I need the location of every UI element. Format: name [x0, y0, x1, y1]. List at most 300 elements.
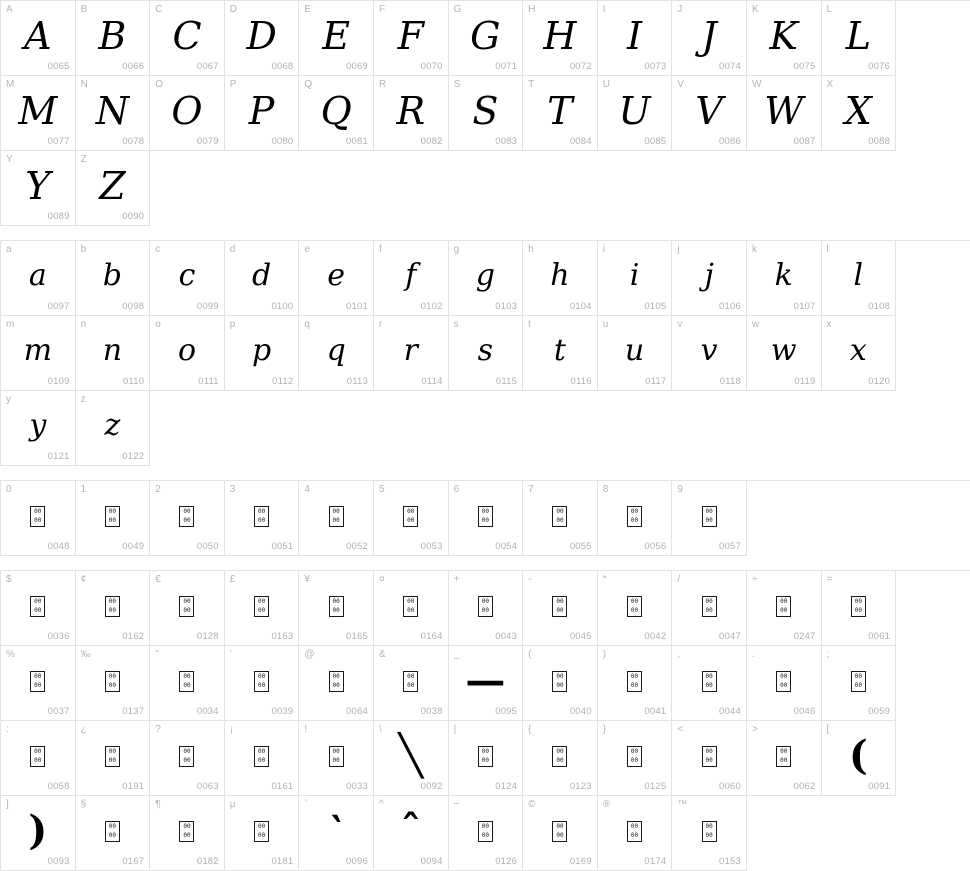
- glyph-code-label: 0096: [346, 856, 368, 867]
- glyph-cell[interactable]: [598, 316, 673, 391]
- glyph-char-label: T: [528, 79, 535, 90]
- glyph-cell[interactable]: [822, 1, 897, 76]
- glyph-code-label: 0047: [719, 631, 741, 642]
- glyph-code-label: 0051: [271, 541, 294, 552]
- glyph-cell[interactable]: [822, 76, 897, 151]
- glyph-char-label: w: [751, 319, 760, 330]
- missing-glyph-box: 00 00: [552, 746, 567, 767]
- glyph-code-label: 0082: [420, 136, 443, 147]
- glyph-char-label: S: [453, 79, 461, 90]
- glyph-code-label: 0052: [346, 541, 368, 552]
- glyph-preview: X: [844, 89, 872, 133]
- glyph-cell[interactable]: [299, 796, 374, 871]
- missing-glyph-box: 00 00: [254, 746, 269, 767]
- glyph-code-label: 0046: [793, 706, 816, 717]
- glyph-cell[interactable]: [374, 316, 449, 391]
- glyph-cell[interactable]: [822, 721, 897, 796]
- glyph-char-label: (: [528, 649, 532, 660]
- glyph-preview: b: [102, 258, 122, 293]
- glyph-char-label: ÷: [751, 574, 758, 585]
- glyph-preview: j: [704, 258, 714, 293]
- glyph-cell[interactable]: [598, 1, 673, 76]
- glyph-code-label: 0033: [346, 781, 368, 792]
- glyph-code-label: 0066: [122, 61, 145, 72]
- glyph-cell[interactable]: [150, 316, 225, 391]
- glyph-preview: L: [845, 14, 871, 58]
- glyph-preview: d: [251, 258, 272, 293]
- glyph-cell[interactable]: [672, 721, 747, 796]
- glyph-char-label: =: [826, 574, 833, 585]
- missing-glyph-box: 00 00: [627, 821, 642, 842]
- glyph-preview: o: [177, 333, 197, 368]
- glyph-cell[interactable]: [523, 1, 598, 76]
- missing-glyph-box: 00 00: [403, 671, 418, 692]
- glyph-cell[interactable]: [449, 796, 524, 871]
- glyph-cell[interactable]: [523, 571, 598, 646]
- glyph-cell[interactable]: [747, 241, 822, 316]
- glyph-char-label: <: [677, 724, 684, 735]
- glyph-preview: I: [627, 14, 643, 58]
- glyph-char-label: m: [6, 319, 15, 330]
- glyph-preview: Z: [99, 164, 126, 208]
- glyph-cell[interactable]: [1, 316, 76, 391]
- glyph-char-label: k: [751, 244, 757, 255]
- missing-glyph-box: 00 00: [552, 821, 567, 842]
- glyph-cell[interactable]: [225, 481, 300, 556]
- glyph-char-label: |: [453, 724, 457, 735]
- glyph-char-label: n: [80, 319, 87, 330]
- glyph-char-label: M: [6, 79, 15, 90]
- glyph-preview: R: [396, 89, 426, 133]
- glyph-cell[interactable]: [299, 571, 374, 646]
- missing-glyph-box: 00 00: [179, 821, 194, 842]
- glyph-preview: m: [23, 333, 53, 368]
- glyph-code-label: 0041: [644, 706, 667, 717]
- glyph-cell[interactable]: [299, 76, 374, 151]
- glyph-char-label: z: [80, 394, 86, 405]
- glyph-code-label: 0153: [719, 856, 741, 867]
- glyph-cell[interactable]: [225, 1, 300, 76]
- missing-glyph-box: 00 00: [627, 596, 642, 617]
- glyph-char-label: W: [751, 79, 762, 90]
- glyph-cell[interactable]: [672, 571, 747, 646]
- glyph-cell[interactable]: [76, 151, 151, 226]
- glyph-preview: e: [327, 258, 346, 293]
- glyph-cell[interactable]: [672, 76, 747, 151]
- glyph-cell[interactable]: [598, 481, 673, 556]
- glyph-code-label: 0043: [495, 631, 518, 642]
- glyph-char-label: r: [378, 319, 383, 330]
- glyph-cell[interactable]: [76, 481, 151, 556]
- glyph-cell[interactable]: [598, 241, 673, 316]
- glyph-cell[interactable]: [449, 316, 524, 391]
- glyph-char-label: J: [677, 4, 683, 15]
- glyph-char-label: B: [80, 4, 88, 15]
- glyph-char-label: §: [80, 799, 87, 810]
- missing-glyph-box: 00 00: [851, 596, 866, 617]
- glyph-code-label: 0059: [868, 706, 891, 717]
- glyph-cell[interactable]: [374, 571, 449, 646]
- glyph-char-label: %: [6, 649, 15, 660]
- glyph-code-label: 0102: [420, 301, 443, 312]
- glyph-preview: h: [550, 258, 570, 293]
- glyph-char-label: d: [229, 244, 236, 255]
- glyph-preview: ╲: [398, 732, 423, 779]
- glyph-preview: p: [251, 333, 272, 368]
- missing-glyph-box: 00 00: [776, 596, 791, 617]
- glyph-cell[interactable]: [523, 76, 598, 151]
- glyph-code-label: 0123: [569, 781, 592, 792]
- glyph-preview: S: [472, 89, 499, 133]
- glyph-char-label: `: [304, 799, 308, 810]
- glyph-cell[interactable]: [76, 796, 151, 871]
- glyph-code-label: 0085: [644, 136, 667, 147]
- glyph-preview: U: [618, 89, 651, 133]
- missing-glyph-box: 00 00: [478, 506, 493, 527]
- glyph-cell[interactable]: [1, 571, 76, 646]
- glyph-cell[interactable]: [523, 241, 598, 316]
- section-divider: [0, 226, 970, 240]
- glyph-code-label: 0112: [272, 376, 294, 387]
- glyph-cell[interactable]: [1, 241, 76, 316]
- glyph-char-label: ): [602, 649, 607, 660]
- glyph-cell[interactable]: [1, 151, 76, 226]
- glyph-cell[interactable]: [1, 1, 76, 76]
- glyph-code-label: 0053: [420, 541, 443, 552]
- glyph-cell[interactable]: [1, 481, 76, 556]
- glyph-char-label: ^: [378, 799, 384, 810]
- glyph-code-label: 0049: [122, 541, 145, 552]
- glyph-cell[interactable]: [822, 241, 897, 316]
- missing-glyph-box: 00 00: [105, 506, 120, 527]
- glyph-char-label: s: [453, 319, 459, 330]
- glyph-code-label: 0089: [47, 211, 70, 222]
- glyph-preview: n: [102, 333, 123, 368]
- glyph-code-label: 0101: [346, 301, 368, 312]
- glyph-cell[interactable]: [598, 76, 673, 151]
- glyph-char-label: Z: [80, 154, 87, 165]
- glyph-cell[interactable]: [523, 316, 598, 391]
- glyph-char-label: 9: [677, 484, 683, 495]
- glyph-cell[interactable]: [150, 796, 225, 871]
- glyph-char-label: ¢: [80, 574, 87, 585]
- glyph-char-label: c: [155, 244, 161, 255]
- missing-glyph-box: 00 00: [105, 596, 120, 617]
- glyph-char-label: {: [528, 724, 532, 735]
- glyph-code-label: 0086: [719, 136, 741, 147]
- missing-glyph-box: 00 00: [776, 746, 791, 767]
- glyph-char-label: b: [80, 244, 87, 255]
- glyph-cell[interactable]: [76, 1, 151, 76]
- glyph-code-label: 0120: [868, 376, 891, 387]
- glyph-code-label: 0121: [47, 451, 70, 462]
- missing-glyph-box: 00 00: [254, 596, 269, 617]
- glyph-code-label: 0106: [719, 301, 741, 312]
- glyph-code-label: 0128: [196, 631, 219, 642]
- glyph-char-label: [: [826, 724, 830, 735]
- glyph-char-label: H: [528, 4, 536, 15]
- glyph-char-label: I: [602, 4, 606, 15]
- glyph-code-label: 0067: [196, 61, 219, 72]
- glyph-cell[interactable]: [299, 316, 374, 391]
- glyph-char-label: !: [304, 724, 308, 735]
- missing-glyph-box: 00 00: [627, 746, 642, 767]
- glyph-char-label: 8: [602, 484, 609, 495]
- glyph-code-label: 0107: [793, 301, 816, 312]
- glyph-cell[interactable]: [449, 571, 524, 646]
- glyph-preview: M: [18, 89, 58, 133]
- glyph-code-label: 0056: [644, 541, 667, 552]
- glyph-cell[interactable]: [225, 646, 300, 721]
- glyph-code-label: 0061: [868, 631, 891, 642]
- glyph-cell[interactable]: [449, 481, 524, 556]
- glyph-cell[interactable]: [449, 241, 524, 316]
- glyph-char-label: ?: [155, 724, 161, 735]
- glyph-cell[interactable]: [1, 721, 76, 796]
- glyph-cell[interactable]: [672, 481, 747, 556]
- glyph-cell[interactable]: [747, 1, 822, 76]
- missing-glyph-box: 00 00: [329, 746, 344, 767]
- glyph-cell[interactable]: [598, 646, 673, 721]
- glyph-cell[interactable]: [449, 721, 524, 796]
- glyph-code-label: 0113: [346, 376, 368, 387]
- glyph-cell[interactable]: [150, 241, 225, 316]
- missing-glyph-box: 00 00: [627, 506, 642, 527]
- glyph-cell[interactable]: [225, 241, 300, 316]
- glyph-code-label: 0055: [569, 541, 592, 552]
- glyph-cell[interactable]: [672, 646, 747, 721]
- glyph-code-label: 0122: [122, 451, 145, 462]
- missing-glyph-box: 00 00: [702, 596, 717, 617]
- glyph-code-label: 0044: [719, 706, 741, 717]
- glyph-cell[interactable]: [150, 1, 225, 76]
- glyph-cell[interactable]: [822, 571, 897, 646]
- glyph-cell[interactable]: [150, 481, 225, 556]
- glyph-code-label: 0088: [868, 136, 891, 147]
- glyph-cell[interactable]: [299, 1, 374, 76]
- glyph-cell[interactable]: [374, 796, 449, 871]
- glyph-cell[interactable]: [150, 571, 225, 646]
- glyph-char-label: &: [378, 649, 386, 660]
- glyph-char-label: ®: [602, 799, 611, 810]
- glyph-cell[interactable]: [747, 316, 822, 391]
- missing-glyph-box: 00 00: [30, 596, 45, 617]
- missing-glyph-box: 00 00: [403, 596, 418, 617]
- glyph-char-label: 6: [453, 484, 460, 495]
- glyph-cell[interactable]: [374, 646, 449, 721]
- glyph-preview: V: [695, 89, 723, 133]
- glyph-preview: v: [700, 333, 718, 368]
- glyph-cell[interactable]: [822, 316, 897, 391]
- glyph-cell[interactable]: [747, 76, 822, 151]
- missing-glyph-box: 00 00: [627, 671, 642, 692]
- glyph-char-label: 0: [6, 484, 12, 495]
- glyph-cell[interactable]: [1, 76, 76, 151]
- glyph-cell[interactable]: [747, 646, 822, 721]
- glyph-cell[interactable]: [225, 796, 300, 871]
- glyph-cell[interactable]: [1, 796, 76, 871]
- glyph-cell[interactable]: [747, 571, 822, 646]
- glyph-code-label: 0126: [495, 856, 518, 867]
- glyph-code-label: 0098: [122, 301, 145, 312]
- glyph-cell[interactable]: [225, 316, 300, 391]
- glyph-preview: J: [701, 14, 717, 58]
- glyph-char-label: ;: [826, 649, 830, 660]
- glyph-cell[interactable]: [76, 646, 151, 721]
- missing-glyph-box: 00 00: [254, 506, 269, 527]
- glyph-char-label: ¿: [80, 724, 87, 735]
- glyph-cell[interactable]: [672, 241, 747, 316]
- glyph-code-label: 0048: [47, 541, 70, 552]
- glyph-char-label: ': [229, 649, 232, 660]
- glyph-char-label: F: [378, 4, 386, 15]
- glyph-code-label: 0125: [644, 781, 667, 792]
- glyph-cell[interactable]: [150, 646, 225, 721]
- glyph-cell[interactable]: [672, 796, 747, 871]
- missing-glyph-box: 00 00: [329, 506, 344, 527]
- section-divider: [0, 466, 970, 480]
- glyph-char-label: >: [751, 724, 758, 735]
- glyph-code-label: 0091: [868, 781, 891, 792]
- glyph-preview: O: [171, 89, 203, 133]
- glyph-preview: H: [543, 14, 577, 58]
- glyph-cell[interactable]: [76, 241, 151, 316]
- glyph-cell[interactable]: [76, 721, 151, 796]
- glyph-cell[interactable]: [76, 391, 151, 466]
- glyph-code-label: 0087: [793, 136, 816, 147]
- glyph-cell[interactable]: [299, 481, 374, 556]
- glyph-cell[interactable]: [598, 796, 673, 871]
- glyph-cell[interactable]: [672, 316, 747, 391]
- missing-glyph-box: 00 00: [179, 596, 194, 617]
- glyph-cell[interactable]: [150, 721, 225, 796]
- glyph-cell[interactable]: [374, 76, 449, 151]
- glyph-code-label: 0075: [793, 61, 816, 72]
- glyph-cell[interactable]: [598, 571, 673, 646]
- glyph-cell[interactable]: [598, 721, 673, 796]
- glyph-cell[interactable]: [76, 76, 151, 151]
- glyph-char-label: *: [602, 574, 607, 585]
- glyph-cell[interactable]: [374, 721, 449, 796]
- glyph-char-label: ~: [453, 799, 460, 810]
- glyph-char-label: X: [826, 79, 834, 90]
- glyph-preview: a: [28, 258, 47, 293]
- glyph-code-label: 0191: [122, 781, 145, 792]
- glyph-char-label: g: [453, 244, 460, 255]
- glyph-code-label: 0247: [793, 631, 816, 642]
- glyph-cell[interactable]: [299, 721, 374, 796]
- glyph-code-label: 0161: [271, 781, 294, 792]
- glyph-cell[interactable]: [374, 1, 449, 76]
- glyph-code-label: 0076: [868, 61, 891, 72]
- glyph-code-label: 0081: [346, 136, 368, 147]
- glyph-cell[interactable]: [299, 241, 374, 316]
- glyph-cell[interactable]: [747, 721, 822, 796]
- glyph-cell[interactable]: [150, 76, 225, 151]
- glyph-preview: i: [629, 258, 640, 293]
- missing-glyph-box: 00 00: [552, 506, 567, 527]
- glyph-code-label: 0114: [421, 376, 443, 387]
- glyph-char-label: O: [155, 79, 163, 90]
- glyph-cell[interactable]: [449, 646, 524, 721]
- glyph-code-label: 0084: [569, 136, 592, 147]
- glyph-cell[interactable]: [1, 646, 76, 721]
- glyph-cell[interactable]: [374, 241, 449, 316]
- missing-glyph-box: 00 00: [478, 596, 493, 617]
- glyph-code-label: 0070: [420, 61, 443, 72]
- glyph-cell[interactable]: [523, 721, 598, 796]
- glyph-cell[interactable]: [76, 316, 151, 391]
- glyph-code-label: 0137: [122, 706, 145, 717]
- glyph-cell[interactable]: [672, 1, 747, 76]
- glyph-code-label: 0124: [495, 781, 518, 792]
- missing-glyph-box: 00 00: [702, 821, 717, 842]
- glyph-char-label: V: [677, 79, 685, 90]
- glyph-char-label: t: [528, 319, 531, 330]
- glyph-cell[interactable]: [225, 721, 300, 796]
- glyph-cell[interactable]: [225, 76, 300, 151]
- glyph-cell[interactable]: [523, 796, 598, 871]
- glyph-preview: Q: [320, 89, 352, 133]
- glyph-code-label: 0109: [47, 376, 70, 387]
- glyph-cell[interactable]: [822, 646, 897, 721]
- glyph-code-label: 0036: [47, 631, 70, 642]
- glyph-cell[interactable]: [76, 571, 151, 646]
- glyph-cell[interactable]: [299, 646, 374, 721]
- glyph-char-label: -: [528, 574, 532, 585]
- glyph-cell[interactable]: [449, 1, 524, 76]
- glyph-cell[interactable]: [523, 646, 598, 721]
- glyph-cell[interactable]: [225, 571, 300, 646]
- glyph-cell[interactable]: [374, 481, 449, 556]
- glyph-preview: T: [547, 89, 573, 133]
- glyph-cell[interactable]: [523, 481, 598, 556]
- missing-glyph-box: 00 00: [329, 596, 344, 617]
- glyph-char-label: 7: [528, 484, 534, 495]
- glyph-char-label: ¤: [378, 574, 385, 585]
- glyph-code-label: 0060: [719, 781, 741, 792]
- glyph-cell[interactable]: [1, 391, 76, 466]
- glyph-char-label: ]: [6, 799, 9, 810]
- glyph-code-label: 0097: [47, 301, 70, 312]
- glyph-code-label: 0074: [719, 61, 741, 72]
- glyph-char-label: h: [528, 244, 534, 255]
- glyph-char-label: ™: [677, 799, 688, 810]
- glyph-code-label: 0054: [495, 541, 518, 552]
- missing-glyph-box: 00 00: [776, 671, 791, 692]
- glyph-char-label: L: [826, 4, 833, 15]
- glyph-preview: f: [405, 258, 417, 293]
- glyph-char-label: .: [751, 649, 755, 660]
- glyph-preview: B: [98, 14, 127, 58]
- glyph-char-label: €: [155, 574, 161, 585]
- glyph-code-label: 0068: [271, 61, 294, 72]
- glyph-preview: ): [28, 807, 48, 854]
- glyph-code-label: 0117: [645, 376, 667, 387]
- glyph-code-label: 0073: [644, 61, 667, 72]
- glyph-code-label: 0174: [644, 856, 667, 867]
- glyph-cell[interactable]: [449, 76, 524, 151]
- glyph-char-label: :: [6, 724, 9, 735]
- missing-glyph-box: 00 00: [30, 506, 45, 527]
- glyph-code-label: 0095: [495, 706, 518, 717]
- missing-glyph-box: 00 00: [105, 746, 120, 767]
- glyph-char-label: _: [453, 649, 460, 660]
- glyph-char-label: A: [6, 4, 13, 15]
- glyph-code-label: 0083: [495, 136, 518, 147]
- missing-glyph-box: 00 00: [552, 671, 567, 692]
- glyph-preview: u: [624, 333, 645, 368]
